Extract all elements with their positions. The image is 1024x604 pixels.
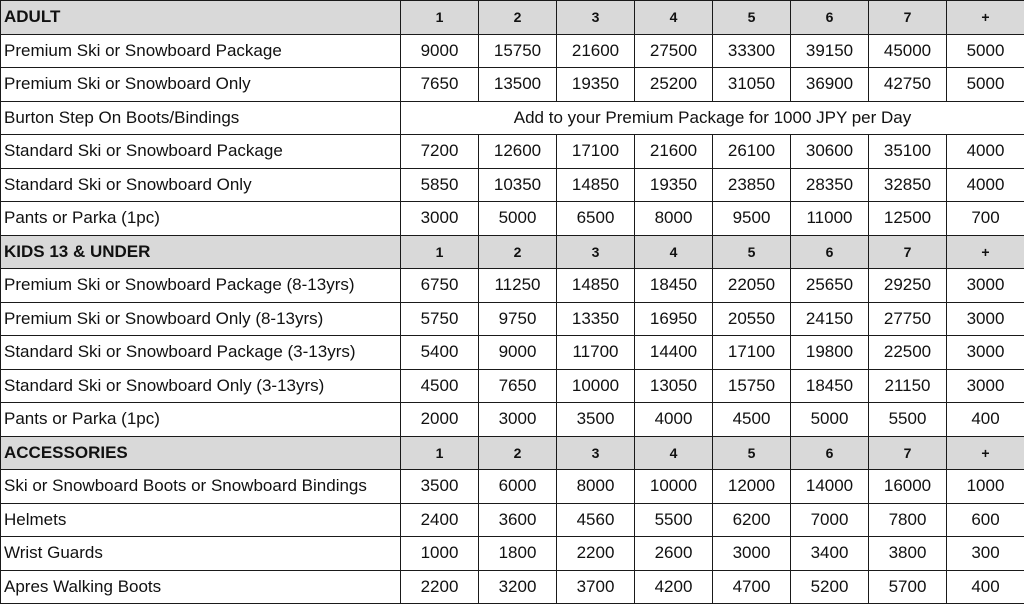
price-cell: 13500 <box>479 68 557 102</box>
price-cell: 6750 <box>401 269 479 303</box>
section-header-row <box>1 436 1024 470</box>
price-cell: 3000 <box>947 336 1024 370</box>
item-note: Add to your Premium Package for 1000 JPY per Day <box>401 101 1024 135</box>
day-column-header: 2 <box>479 436 557 470</box>
price-cell: 4500 <box>401 369 479 403</box>
day-column-header: 4 <box>635 436 713 470</box>
price-cell: 2400 <box>401 503 479 537</box>
day-column-header: 3 <box>557 436 635 470</box>
price-cell: 27500 <box>635 34 713 68</box>
item-name: Standard Ski or Snowboard Only (3-13yrs) <box>1 369 401 403</box>
price-cell: 5000 <box>479 202 557 236</box>
item-name: Premium Ski or Snowboard Only (8-13yrs) <box>1 302 401 336</box>
price-cell: 14850 <box>557 168 635 202</box>
section-title: ADULT <box>1 1 401 35</box>
price-cell: 29250 <box>869 269 947 303</box>
price-cell: 25650 <box>791 269 869 303</box>
table-row <box>1 68 1024 102</box>
price-cell: 33300 <box>713 34 791 68</box>
price-cell: 32850 <box>869 168 947 202</box>
price-cell: 7000 <box>791 503 869 537</box>
price-cell: 9000 <box>401 34 479 68</box>
price-cell: 300 <box>947 537 1024 571</box>
day-column-header: 2 <box>479 235 557 269</box>
table-row <box>1 168 1024 202</box>
price-cell: 14000 <box>791 470 869 504</box>
price-cell: 19800 <box>791 336 869 370</box>
price-cell: 6000 <box>479 470 557 504</box>
price-cell: 2600 <box>635 537 713 571</box>
day-column-header: 7 <box>869 1 947 35</box>
price-cell: 17100 <box>557 135 635 169</box>
day-column-header: 3 <box>557 235 635 269</box>
price-cell: 12600 <box>479 135 557 169</box>
price-cell: 17100 <box>713 336 791 370</box>
table-row <box>1 336 1024 370</box>
price-cell: 5000 <box>947 34 1024 68</box>
price-cell: 600 <box>947 503 1024 537</box>
item-name: Premium Ski or Snowboard Only <box>1 68 401 102</box>
item-name: Standard Ski or Snowboard Only <box>1 168 401 202</box>
price-cell: 5000 <box>791 403 869 437</box>
price-cell: 22050 <box>713 269 791 303</box>
price-cell: 19350 <box>635 168 713 202</box>
price-cell: 400 <box>947 570 1024 604</box>
item-name: Apres Walking Boots <box>1 570 401 604</box>
price-cell: 9750 <box>479 302 557 336</box>
day-column-header: 4 <box>635 235 713 269</box>
price-cell: 21600 <box>635 135 713 169</box>
item-name: Premium Ski or Snowboard Package <box>1 34 401 68</box>
price-cell: 4700 <box>713 570 791 604</box>
price-cell: 22500 <box>869 336 947 370</box>
price-cell: 400 <box>947 403 1024 437</box>
price-cell: 3000 <box>713 537 791 571</box>
price-cell: 3400 <box>791 537 869 571</box>
day-column-header: 6 <box>791 1 869 35</box>
table-row <box>1 302 1024 336</box>
price-cell: 3700 <box>557 570 635 604</box>
price-cell: 5700 <box>869 570 947 604</box>
price-cell: 19350 <box>557 68 635 102</box>
price-cell: 45000 <box>869 34 947 68</box>
price-cell: 6200 <box>713 503 791 537</box>
price-cell: 27750 <box>869 302 947 336</box>
price-cell: 7200 <box>401 135 479 169</box>
day-column-header: 7 <box>869 436 947 470</box>
day-column-header: + <box>947 235 1024 269</box>
table-row <box>1 470 1024 504</box>
price-cell: 13350 <box>557 302 635 336</box>
price-cell: 3200 <box>479 570 557 604</box>
price-cell: 24150 <box>791 302 869 336</box>
price-cell: 4000 <box>635 403 713 437</box>
day-column-header: 1 <box>401 1 479 35</box>
price-cell: 26100 <box>713 135 791 169</box>
price-cell: 7650 <box>401 68 479 102</box>
price-cell: 16000 <box>869 470 947 504</box>
day-column-header: 1 <box>401 436 479 470</box>
price-cell: 9500 <box>713 202 791 236</box>
item-name: Pants or Parka (1pc) <box>1 202 401 236</box>
section-header-row <box>1 235 1024 269</box>
price-cell: 4200 <box>635 570 713 604</box>
day-column-header: 5 <box>713 1 791 35</box>
price-cell: 15750 <box>713 369 791 403</box>
price-cell: 13050 <box>635 369 713 403</box>
table-row <box>1 570 1024 604</box>
price-cell: 39150 <box>791 34 869 68</box>
day-column-header: 5 <box>713 436 791 470</box>
section-header-row <box>1 1 1024 35</box>
day-column-header: 4 <box>635 1 713 35</box>
price-cell: 21600 <box>557 34 635 68</box>
section-title: KIDS 13 & UNDER <box>1 235 401 269</box>
price-cell: 18450 <box>791 369 869 403</box>
item-name: Helmets <box>1 503 401 537</box>
item-name: Premium Ski or Snowboard Package (8-13yrs) <box>1 269 401 303</box>
day-column-header: 1 <box>401 235 479 269</box>
price-cell: 5500 <box>635 503 713 537</box>
price-cell: 21150 <box>869 369 947 403</box>
price-cell: 7800 <box>869 503 947 537</box>
day-column-header: + <box>947 1 1024 35</box>
price-cell: 12500 <box>869 202 947 236</box>
price-cell: 3500 <box>557 403 635 437</box>
price-cell: 11000 <box>791 202 869 236</box>
table-row <box>1 537 1024 571</box>
price-cell: 5850 <box>401 168 479 202</box>
price-cell: 5750 <box>401 302 479 336</box>
price-cell: 8000 <box>557 470 635 504</box>
price-cell: 700 <box>947 202 1024 236</box>
price-table-body <box>1 1 1024 604</box>
table-row <box>1 34 1024 68</box>
price-cell: 2200 <box>401 570 479 604</box>
price-cell: 25200 <box>635 68 713 102</box>
price-cell: 15750 <box>479 34 557 68</box>
table-row <box>1 101 1024 135</box>
price-cell: 5400 <box>401 336 479 370</box>
price-cell: 35100 <box>869 135 947 169</box>
price-cell: 10000 <box>557 369 635 403</box>
table-row <box>1 269 1024 303</box>
price-cell: 3000 <box>947 369 1024 403</box>
price-cell: 8000 <box>635 202 713 236</box>
table-row <box>1 369 1024 403</box>
price-cell: 3000 <box>947 302 1024 336</box>
price-cell: 3000 <box>401 202 479 236</box>
price-cell: 31050 <box>713 68 791 102</box>
day-column-header: 2 <box>479 1 557 35</box>
price-cell: 11700 <box>557 336 635 370</box>
price-cell: 20550 <box>713 302 791 336</box>
price-cell: 2000 <box>401 403 479 437</box>
price-cell: 1800 <box>479 537 557 571</box>
day-column-header: 3 <box>557 1 635 35</box>
price-cell: 5000 <box>947 68 1024 102</box>
price-cell: 3500 <box>401 470 479 504</box>
price-cell: 1000 <box>401 537 479 571</box>
price-cell: 14850 <box>557 269 635 303</box>
price-cell: 18450 <box>635 269 713 303</box>
price-cell: 3000 <box>479 403 557 437</box>
price-cell: 42750 <box>869 68 947 102</box>
price-cell: 4500 <box>713 403 791 437</box>
day-column-header: + <box>947 436 1024 470</box>
price-cell: 6500 <box>557 202 635 236</box>
table-row <box>1 202 1024 236</box>
table-row <box>1 135 1024 169</box>
price-cell: 36900 <box>791 68 869 102</box>
item-name: Standard Ski or Snowboard Package (3-13yrs) <box>1 336 401 370</box>
price-cell: 10000 <box>635 470 713 504</box>
price-cell: 5500 <box>869 403 947 437</box>
item-name: Ski or Snowboard Boots or Snowboard Bindings <box>1 470 401 504</box>
price-cell: 14400 <box>635 336 713 370</box>
price-cell: 3000 <box>947 269 1024 303</box>
item-name: Burton Step On Boots/Bindings <box>1 101 401 135</box>
day-column-header: 6 <box>791 436 869 470</box>
day-column-header: 6 <box>791 235 869 269</box>
item-name: Wrist Guards <box>1 537 401 571</box>
item-name: Standard Ski or Snowboard Package <box>1 135 401 169</box>
price-cell: 2200 <box>557 537 635 571</box>
price-cell: 10350 <box>479 168 557 202</box>
price-cell: 7650 <box>479 369 557 403</box>
table-row <box>1 503 1024 537</box>
price-cell: 11250 <box>479 269 557 303</box>
day-column-header: 7 <box>869 235 947 269</box>
table-row <box>1 403 1024 437</box>
day-column-header: 5 <box>713 235 791 269</box>
price-cell: 30600 <box>791 135 869 169</box>
price-cell: 1000 <box>947 470 1024 504</box>
price-cell: 5200 <box>791 570 869 604</box>
price-cell: 12000 <box>713 470 791 504</box>
price-cell: 3800 <box>869 537 947 571</box>
price-cell: 23850 <box>713 168 791 202</box>
price-cell: 4000 <box>947 168 1024 202</box>
section-title: ACCESSORIES <box>1 436 401 470</box>
price-cell: 4000 <box>947 135 1024 169</box>
price-cell: 3600 <box>479 503 557 537</box>
price-cell: 16950 <box>635 302 713 336</box>
price-cell: 9000 <box>479 336 557 370</box>
item-name: Pants or Parka (1pc) <box>1 403 401 437</box>
price-cell: 4560 <box>557 503 635 537</box>
price-cell: 28350 <box>791 168 869 202</box>
